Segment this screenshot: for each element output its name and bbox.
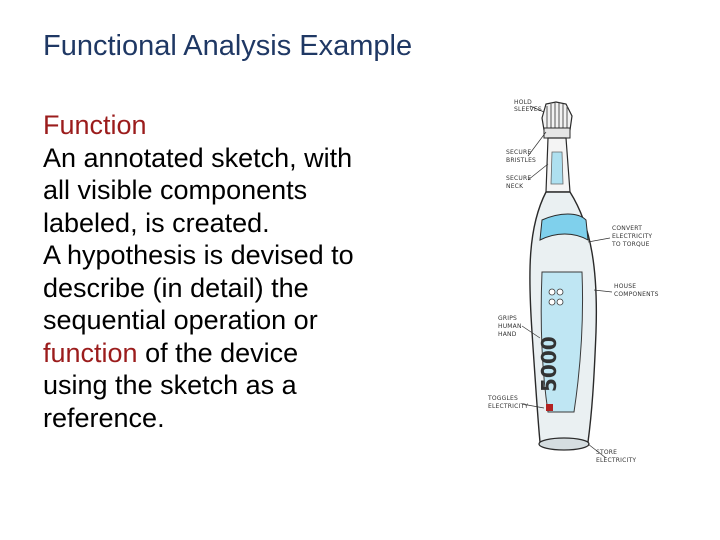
paragraph-2 (43, 239, 443, 434)
brush-head (542, 102, 572, 138)
text-line: labeled, is created. (43, 207, 270, 238)
annotation-secure-neck (506, 175, 531, 190)
text-line: reference. (43, 402, 165, 433)
annotation-text: HUMAN (498, 323, 522, 330)
annotation-text: ELECTRICITY (596, 457, 637, 464)
toothbrush-sketch (470, 92, 705, 487)
annotation-text: NECK (506, 183, 524, 190)
annotation-text: STORE (596, 449, 618, 456)
text-line: sequential operation or (43, 305, 318, 335)
paragraph-1 (43, 142, 443, 240)
annotation-convert-electricity (611, 225, 652, 248)
text-line-with-accent (43, 337, 443, 370)
annotation-text: COMPONENTS (614, 291, 659, 298)
power-button (546, 404, 553, 411)
text-line: using the sketch as a (43, 370, 297, 400)
annotation-toggles-electricity (487, 395, 528, 410)
text-line: A hypothesis is devised to (43, 240, 354, 270)
annotation-text: ELECTRICITY (488, 403, 529, 410)
annotation-text: SECURE (506, 175, 532, 182)
text-line: An annotated sketch, with (43, 142, 353, 173)
annotation-text: SLEEVES (514, 106, 542, 113)
annotation-hold-sleeves (514, 99, 542, 113)
annotation-text: CONVERT (612, 225, 643, 232)
annotation-text: HAND (498, 331, 517, 338)
annotation-text: HOUSE (614, 283, 637, 290)
annotation-text: HOLD (514, 99, 532, 106)
function-word: function (43, 337, 138, 368)
annotation-text: TO TORQUE (612, 241, 650, 248)
annotation-text: TOGGLES (488, 395, 519, 402)
annotation-text: GRIPS (498, 315, 518, 322)
text-fragment: of the device (137, 337, 299, 368)
text-line: describe (in detail) the (43, 272, 309, 303)
annotation-text: SECURE (506, 149, 532, 156)
annotation-house-components (614, 283, 659, 298)
annotation-text: ELECTRICITY (612, 233, 653, 240)
annotation-text: BRISTLES (506, 157, 537, 164)
slide-title: Functional Analysis Example (43, 30, 413, 62)
text-line: all visible components (43, 175, 308, 205)
function-heading: Function (43, 110, 147, 140)
body-text (43, 109, 443, 434)
device-model-text: 5000 (537, 336, 561, 392)
annotation-store-electricity (596, 449, 636, 464)
annotation-grips-human-hand (498, 315, 522, 338)
toothbrush-drawing (470, 92, 705, 487)
